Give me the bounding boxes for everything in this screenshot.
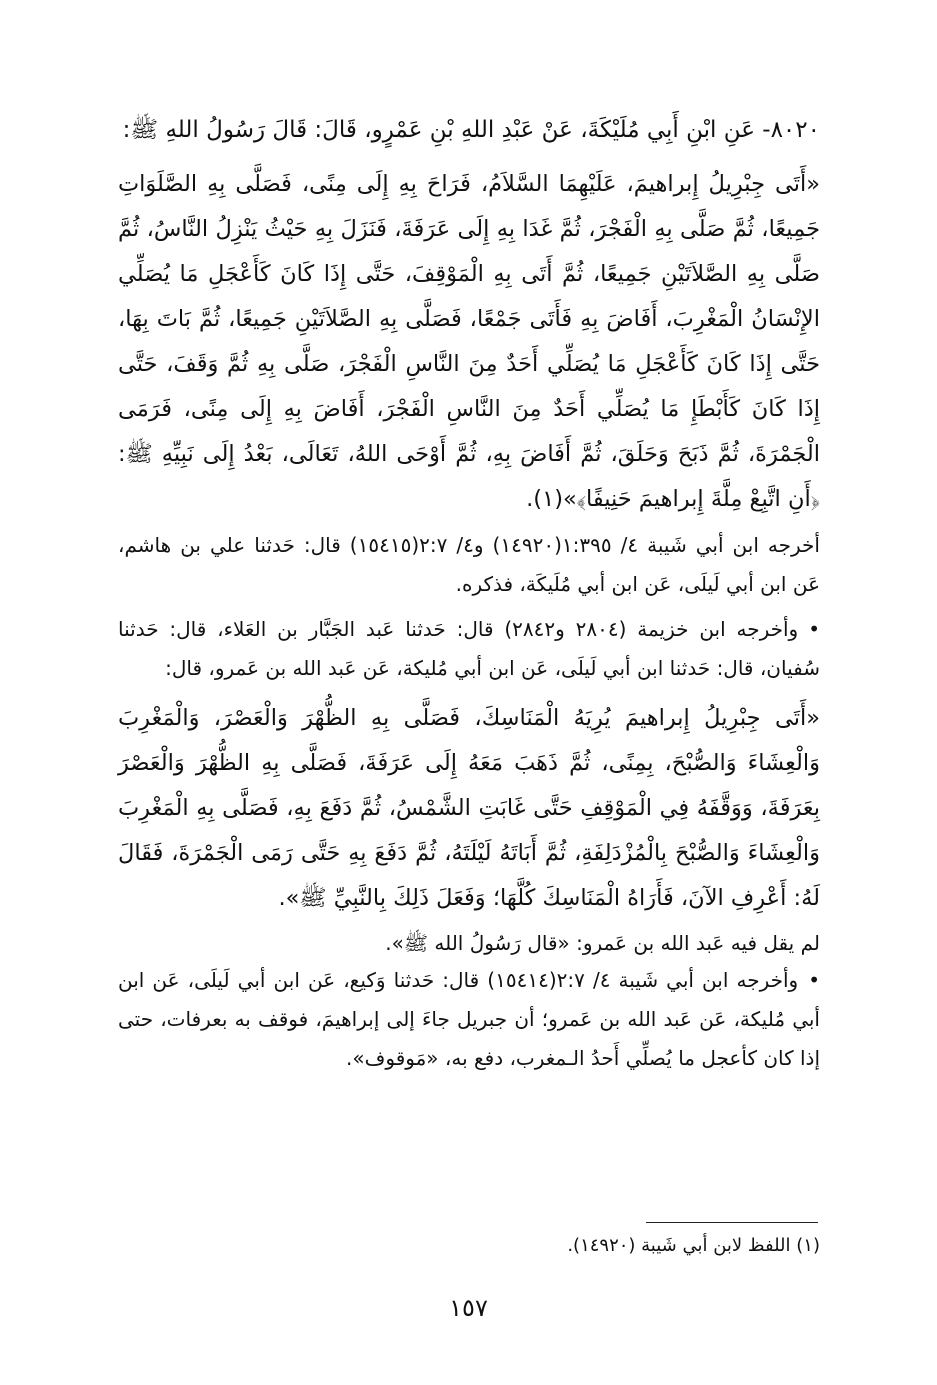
bullet-item-ibn-abi-shaybah bbox=[118, 961, 820, 1078]
bullet-marker: • bbox=[808, 968, 820, 992]
bullet-text: وأخرجه ابن أبي شَيبة ٤/ ٢:٧(١٥٤١٤) قال: حَدثنا وَكيع، عَن ابن أبي لَيلَى، عَن ابن أبي مُليكة، عَن عَبد الله بن عَمرو؛ أن جبريل جاءَ إلى إبراهيمَ، فوقف به بعرفات، حتى إذا كان كأعجل ما يُصلِّي أَحدُ الـمغرب، دفع به، «مَوقوف». bbox=[118, 968, 820, 1070]
note-line: لم يقل فيه عَبد الله بن عَمرو: «قال رَسُولُ الله ﷺ». bbox=[385, 931, 820, 955]
hadith-text-second: «أَتَى جِبْرِيلُ إِبراهيمَ يُرِيَهُ الْمَنَاسِكَ، فَصَلَّى بِهِ الظُّهْرَ وَالْعَصْرَ، وَالْمَغْرِبَ وَالْعِشَاءَ وَالصُّبْحَ، بِمِنًى، ثُمَّ ذَهَبَ مَعَهُ إِلَى عَرَفَةَ، فَصَلَّى بِهِ الظُّهْرَ وَالْعَصْرَ بِعَرَفَةَ، وَوَقَّفَهُ فِي الْمَوْقِفِ حَتَّى غَابَتِ الشَّمْسُ، ثُمَّ دَفَعَ بِهِ، فَصَلَّى بِهِ الْمَغْرِبَ وَالْعِشَاءَ وَالصُّبْحَ بِالْمُزْدَلِفَةِ، ثُمَّ أَبَاتَهُ لَيْلَتَهُ، ثُمَّ دَفَعَ بِهِ حَتَّى رَمَى الْجَمْرَةَ، فَقَالَ لَهُ: أَعْرِفِ الآنَ، فَأَرَاهُ الْمَنَاسِكَ كُلَّهَا؛ وَفَعَلَ ذَلِكَ بِالنَّبِيِّ ﷺ». bbox=[118, 705, 820, 911]
page-body bbox=[118, 108, 820, 1086]
hadith-text: «أَتَى جِبْرِيلُ إِبراهيمَ، عَلَيْهِمَا السَّلاَمُ، فَرَاحَ بِهِ إِلَى مِنًى، فَصَلَّى بِهِ الصَّلَوَاتِ جَمِيعًا، ثُمَّ صَلَّى بِهِ الْفَجْرَ، ثُمَّ غَدَا بِهِ إِلَى عَرَفَةَ، فَنَزَلَ بِهِ حَيْثُ يَنْزِلُ النَّاسُ، ثُمَّ صَلَّى بِهِ الصَّلاَتَيْنِ جَمِيعًا، ثُمَّ أَتَى بِهِ الْمَوْقِفَ، حَتَّى إِذَا كَانَ كَأَعْجَلِ مَا يُصَلِّي الإِنْسَانُ الْمَغْرِبَ، أَفَاضَ بِهِ فَأَتَى جَمْعًا، فَصَلَّى بِهِ الصَّلاَتَيْنِ جَمِيعًا، ثُمَّ بَاتَ بِهَا، حَتَّى إِذَا كَانَ كَأَعْجَلِ مَا يُصَلِّي أَحَدٌ مِنَ النَّاسِ الْفَجْرَ، صَلَّى بِهِ ثُمَّ وَقَفَ، حَتَّى إِذَا كَانَ كَأَبْطَإِ مَا يُصَلِّي أَحَدٌ مِنَ النَّاسِ الْفَجْرَ، أَفَاضَ بِهِ إِلَى مِنًى، فَرَمَى الْجَمْرَةَ، ثُمَّ ذَبَحَ وَحَلَقَ، ثُمَّ أَفَاضَ بِهِ، ثُمَّ أَوْحَى اللهُ، تَعَالَى، بَعْدُ إِلَى نَبِيِّهِ ﷺ: ﴿أَنِ اتَّبِعْ مِلَّةَ إِبراهيمَ حَنِيفًا﴾»(١). bbox=[118, 171, 820, 512]
bullet-item-ibn-khuzaymah bbox=[118, 610, 820, 688]
takhrij-paragraph: أخرجه ابن أبي شَيبة ٤/ ١:٣٩٥(١٤٩٢٠) و٤/ ٢:٧(١٥٤١٥) قال: حَدثنا علي بن هاشم، عَن ابن أبي لَيلَى، عَن ابن أبي مُلَيكَة، فذكره. bbox=[118, 533, 820, 596]
footnote-divider bbox=[646, 1222, 818, 1223]
bullet-marker: • bbox=[808, 617, 820, 641]
bullet-text: وأخرجه ابن خزيمة (٢٨٠٤ و٢٨٤٢) قال: حَدثنا عَبد الجَبَّار بن العَلاء، قال: حَدثنا سُفيان، قال: حَدثنا ابن أبي لَيلَى، عَن ابن أبي مُليكة، عَن عَبد الله بن عَمرو، قال: bbox=[118, 617, 820, 680]
page-number: ١٥٧ bbox=[449, 1294, 488, 1322]
footnote: (١) اللفظ لابن أبي شَيبة (١٤٩٢٠). bbox=[567, 1235, 820, 1256]
hadith-heading: ٨٠٢٠- عَنِ ابْنِ أَبِي مُلَيْكَةَ، عَنْ عَبْدِ اللهِ بْنِ عَمْرٍو، قَالَ: قَالَ رَسُولُ اللهِ ﷺ: bbox=[122, 117, 820, 143]
